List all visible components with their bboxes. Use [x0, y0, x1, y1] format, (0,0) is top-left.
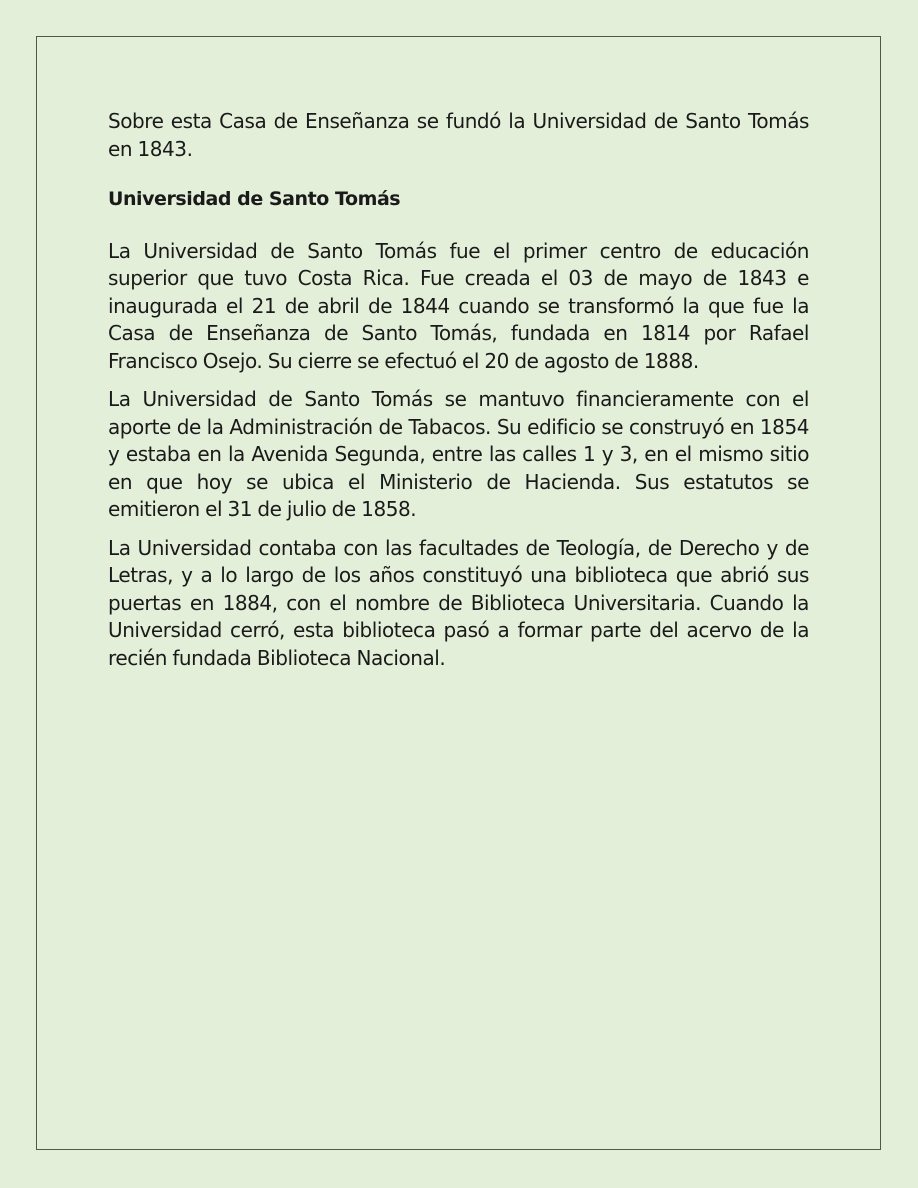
body-paragraph-3: La Universidad contaba con las facultades de Teología, de Derecho y de Letras, y a lo largo de los años constituyó una biblioteca que abrió sus puertas en 1884, con el nombre de Biblioteca Universitaria. Cuando la Universidad cerró, esta biblioteca pasó a formar parte del acervo de la recién fundada Biblioteca Nacional. [108, 535, 809, 670]
intro-paragraph: Sobre esta Casa de Enseñanza se fundó la Universidad de Santo Tomás en 1843. [108, 109, 809, 161]
body-paragraph-2: La Universidad de Santo Tomás se mantuvo financieramente con el aporte de la Administración de Tabacos. Su edificio se construyó en 1854 y estaba en la Avenida Segunda, entre las calles 1 y 3, en el mismo sitio en que hoy se ubica el Ministerio de Hacienda. Sus estatutos se emitieron el 31 de julio de 1858. [108, 387, 809, 521]
body-paragraph-1: La Universidad de Santo Tomás fue el primer centro de educación superior que tuvo Costa Rica. Fue creada el 03 de mayo de 1843 e inaugurada el 21 de abril de 1844 cuando se transformó la que fue la Casa de Enseñanza de Santo Tomás, fundada en 1814 por Rafael Francisco Osejo. Su cierre se efectuó el 20 de agosto de 1888. [108, 238, 809, 373]
document-body [108, 108, 809, 683]
section-heading: Universidad de Santo Tomás [108, 188, 401, 210]
